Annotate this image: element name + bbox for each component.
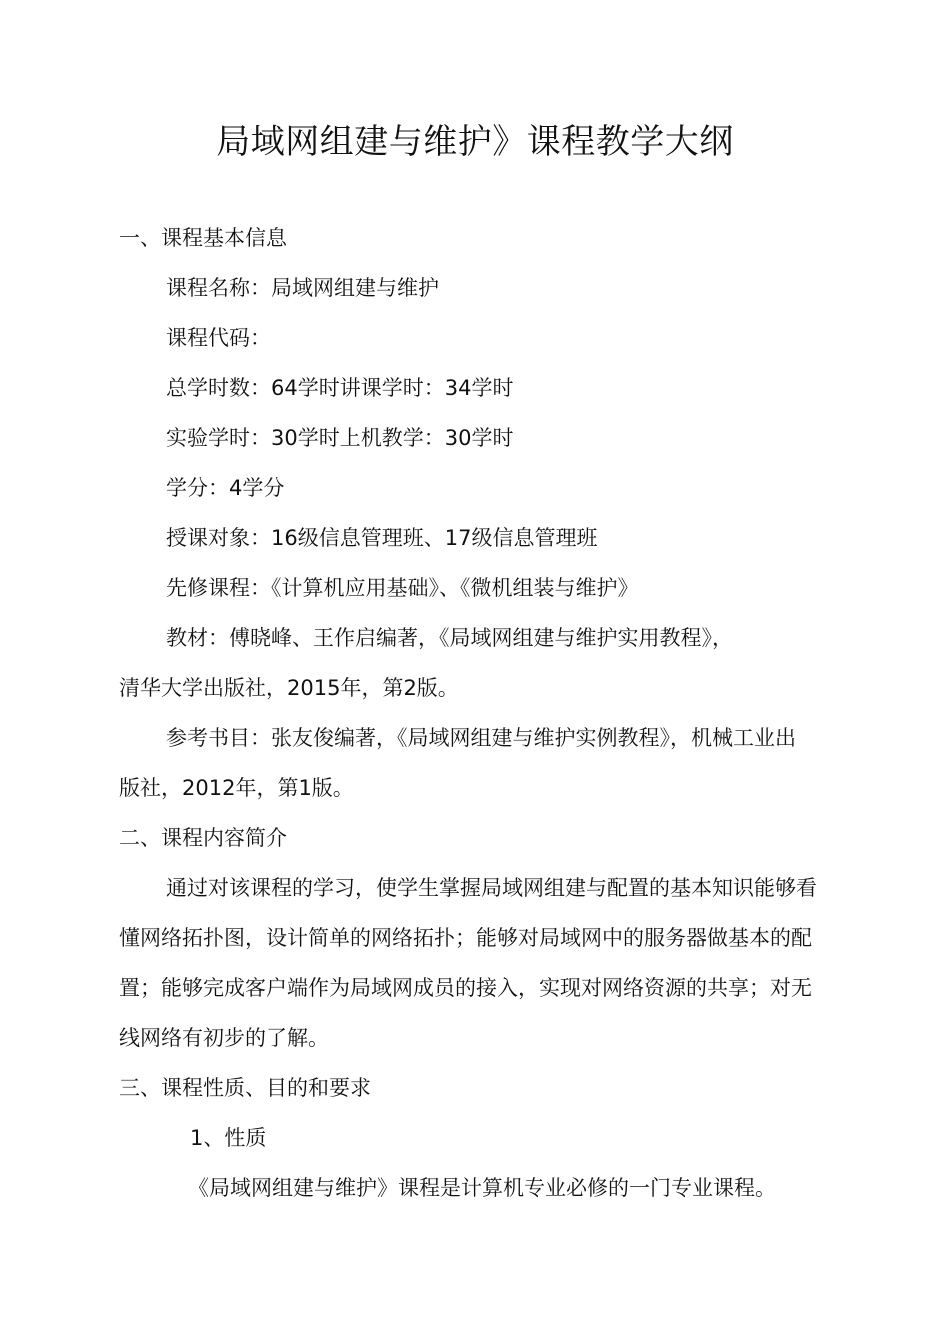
subheading-nature: 1、性质 [190,1126,267,1150]
intro-line-1: 通过对该课程的学习，使学生掌握局域网组建与配置的基本知识能够看 [166,876,817,900]
credits: 学分：4学分 [166,476,285,500]
section-heading-content-intro: 二、课程内容简介 [119,826,287,850]
textbook-line-2: 清华大学出版社，2015年，第2版。 [119,676,459,700]
textbook-line-1: 教材：傅晓峰、王作启编著，《局域网组建与维护实用教程》， [166,626,733,650]
prerequisites: 先修课程：《计算机应用基础》、《微机组装与维护》 [166,576,639,600]
total-hours: 总学时数：64学时讲课学时：34学时 [166,376,514,400]
intro-line-2: 懂网络拓扑图，设计简单的网络拓扑；能够对局域网中的服务器做基本的配 [119,926,812,950]
section-heading-basic-info: 一、课程基本信息 [119,226,287,250]
nature-description: 《局域网组建与维护》课程是计算机专业必修的一门专业课程。 [188,1176,776,1200]
intro-line-4: 线网络有初步的了解。 [119,1026,329,1050]
course-code: 课程代码： [166,326,271,350]
document-title: 局域网组建与维护》课程教学大纲 [216,122,734,162]
reference-line-1: 参考书目：张友俊编著，《局域网组建与维护实例教程》，机械工业出 [166,726,796,750]
lab-hours: 实验学时：30学时上机教学：30学时 [166,426,514,450]
course-name: 课程名称：局域网组建与维护 [166,276,439,300]
reference-line-2: 版社，2012年，第1版。 [119,776,354,800]
intro-line-3: 置；能够完成客户端作为局域网成员的接入，实现对网络资源的共享；对无 [119,976,812,1000]
target-students: 授课对象：16级信息管理班、17级信息管理班 [166,526,598,550]
section-heading-nature-goals: 三、课程性质、目的和要求 [119,1076,371,1100]
